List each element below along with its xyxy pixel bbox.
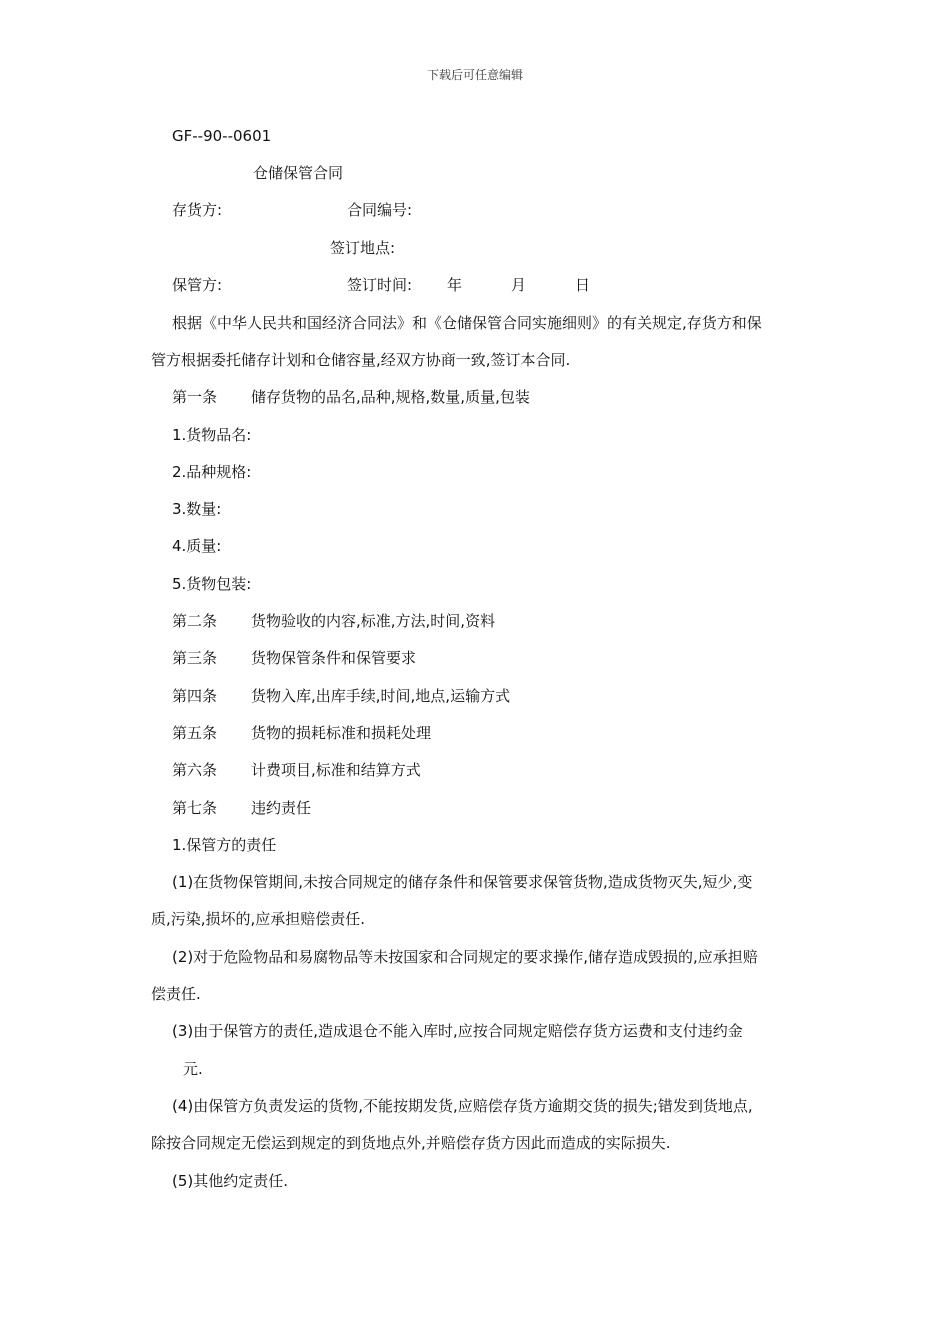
item-packaging: 5.货物包装: (172, 575, 252, 593)
clause-1-line-2: 质,污染,损坏的,应承担赔偿责任. (151, 910, 366, 928)
article-1 (172, 387, 530, 407)
contract-number-label: 合同编号: (347, 201, 413, 219)
article-title: 违约责任 (251, 799, 312, 817)
sign-time-label: 签订时间: (347, 276, 413, 294)
article-title: 货物的损耗标准和损耗处理 (251, 724, 432, 742)
depositor-label: 存货方: (172, 201, 223, 219)
article-4 (172, 686, 510, 706)
article-title: 货物入库,出库手续,时间,地点,运输方式 (251, 687, 511, 705)
article-number: 第三条 (172, 649, 218, 667)
sign-place-label: 签订地点: (330, 239, 396, 257)
liability-heading: 1.保管方的责任 (172, 836, 277, 854)
article-number: 第五条 (172, 724, 218, 742)
article-number: 第一条 (172, 388, 218, 406)
item-goods-name: 1.货物品名: (172, 426, 252, 444)
clause-4-line-2: 除按合同规定无偿运到规定的到货地点外,并赔偿存货方因此而造成的实际损失. (151, 1134, 671, 1152)
clause-3-line-2: 元. (183, 1060, 203, 1078)
article-title: 储存货物的品名,品种,规格,数量,质量,包装 (251, 388, 530, 406)
article-title: 货物验收的内容,标准,方法,时间,资料 (251, 612, 496, 630)
article-5 (172, 723, 431, 743)
clause-5-line-1: (5)其他约定责任. (172, 1172, 289, 1190)
clause-2-line-1: (2)对于危险物品和易腐物品等未按国家和合同规定的要求操作,储存造成毁损的,应承担赔 (172, 948, 758, 966)
item-quality: 4.质量: (172, 537, 222, 555)
article-3 (172, 648, 416, 668)
month-label: 月 (511, 276, 527, 294)
document-code: GF--90--0601 (172, 127, 272, 145)
clause-4-line-1: (4)由保管方负责发运的货物,不能按期发货,应赔偿存货方逾期交货的损失;错发到货地点, (172, 1097, 753, 1115)
item-quantity: 3.数量: (172, 500, 222, 518)
item-spec: 2.品种规格: (172, 463, 252, 481)
document-title: 仓储保管合同 (253, 164, 344, 182)
article-number: 第七条 (172, 799, 218, 817)
clause-2-line-2: 偿责任. (151, 985, 201, 1003)
article-2 (172, 611, 495, 631)
article-number: 第四条 (172, 687, 218, 705)
clause-3-line-1: (3)由于保管方的责任,造成退仓不能入库时,应按合同规定赔偿存货方运费和支付违约金 (172, 1022, 743, 1040)
intro-line-2: 管方根据委托储存计划和仓储容量,经双方协商一致,签订本合同. (151, 351, 571, 369)
custodian-label: 保管方: (172, 276, 223, 294)
article-6 (172, 760, 421, 780)
article-title: 货物保管条件和保管要求 (251, 649, 417, 667)
intro-line-1: 根据《中华人民共和国经济合同法》和《仓储保管合同实施细则》的有关规定,存货方和保 (172, 314, 762, 332)
year-label: 年 (447, 276, 463, 294)
article-title: 计费项目,标准和结算方式 (251, 761, 421, 779)
article-number: 第二条 (172, 612, 218, 630)
header-note: 下载后可任意编辑 (426, 68, 523, 82)
article-7 (172, 798, 311, 818)
day-label: 日 (575, 276, 591, 294)
article-number: 第六条 (172, 761, 218, 779)
clause-1-line-1: (1)在货物保管期间,未按合同规定的储存条件和保管要求保管货物,造成货物灭失,短少,变 (172, 873, 753, 891)
